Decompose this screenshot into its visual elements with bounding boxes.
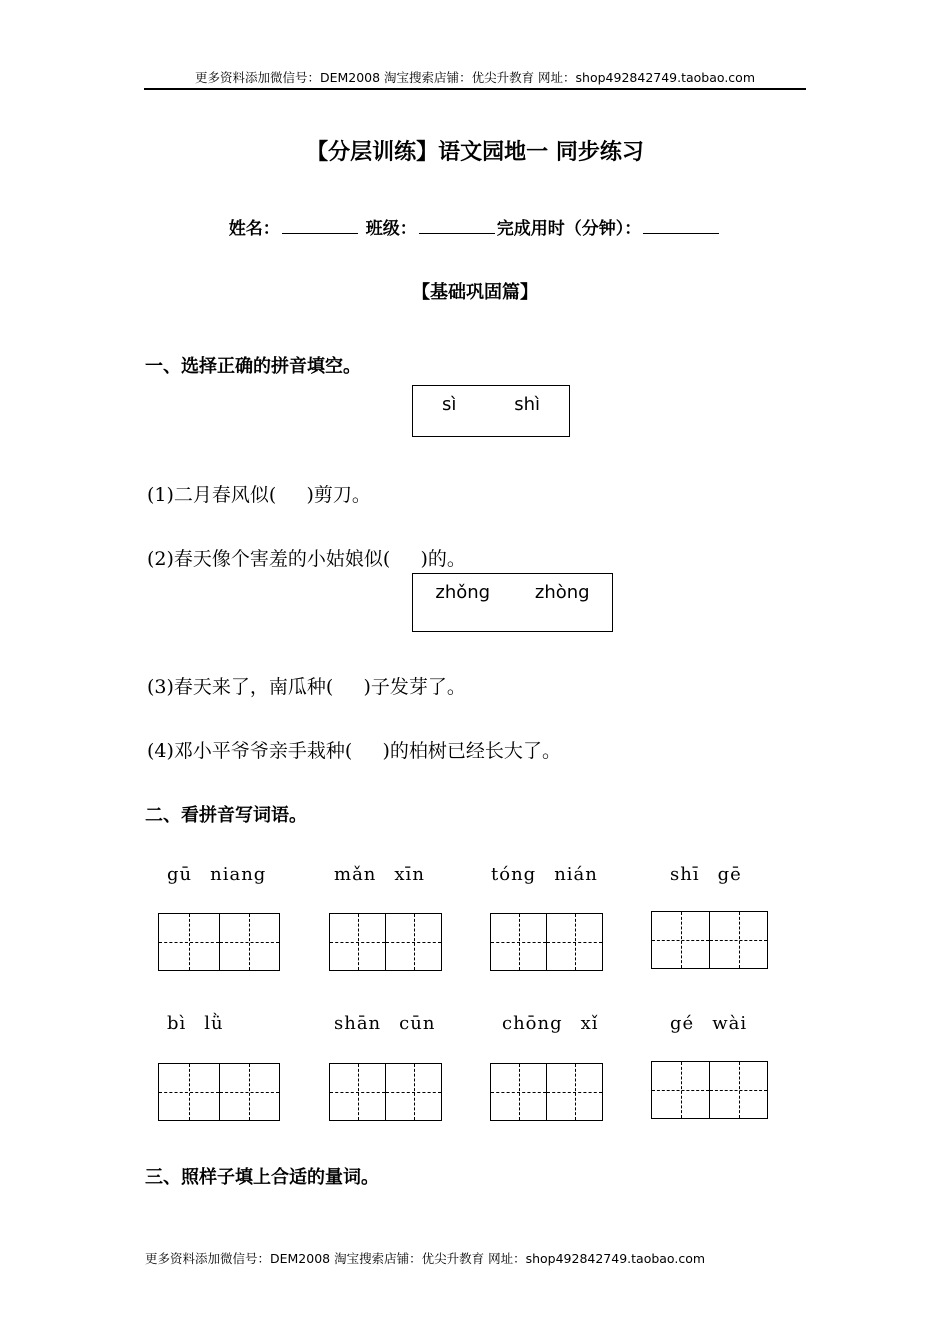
- pinyin-prompt: gū niang: [167, 864, 267, 885]
- page-header: 更多资料添加微信号：DEM2008 淘宝搜索店铺：优尖升教育 网址：shop492842749.taobao.com: [194, 70, 756, 85]
- pinyin-option: zhòng: [534, 582, 590, 603]
- pinyin-option: shì: [514, 394, 541, 415]
- grid-cell[interactable]: [159, 914, 219, 970]
- writing-grid[interactable]: [329, 913, 442, 971]
- question-3: (3)春天来了，南瓜种( )子发芽了。: [147, 676, 466, 698]
- pinyin-prompt: shān cūn: [334, 1013, 436, 1034]
- header-rule: [144, 88, 806, 90]
- question-2: (2)春天像个害羞的小姑娘似( )的。: [147, 548, 466, 570]
- class-blank[interactable]: [419, 216, 495, 234]
- grid-cell[interactable]: [159, 1064, 219, 1120]
- grid-cell[interactable]: [709, 912, 767, 968]
- grid-cell[interactable]: [652, 912, 709, 968]
- grid-cell[interactable]: [491, 914, 546, 970]
- grid-cell[interactable]: [385, 1064, 441, 1120]
- section-subtitle: 【基础巩固篇】: [412, 282, 538, 303]
- grid-cell[interactable]: [330, 914, 385, 970]
- grid-cell[interactable]: [652, 1062, 709, 1118]
- pinyin-prompt: shī gē: [670, 864, 742, 885]
- grid-cell[interactable]: [219, 914, 280, 970]
- writing-grid[interactable]: [490, 913, 603, 971]
- page-title: 【分层训练】语文园地一 同步练习: [306, 140, 644, 165]
- grid-cell[interactable]: [219, 1064, 280, 1120]
- pinyin-prompt: bì lǜ: [167, 1013, 224, 1034]
- writing-grid[interactable]: [651, 911, 768, 969]
- student-info-line: [0, 214, 950, 239]
- time-blank[interactable]: [643, 216, 719, 234]
- question-1: (1)二月春风似( )剪刀。: [147, 484, 371, 506]
- grid-cell[interactable]: [385, 914, 441, 970]
- grid-cell[interactable]: [491, 1064, 546, 1120]
- pinyin-prompt: mǎn xīn: [334, 864, 425, 885]
- grid-cell[interactable]: [546, 914, 602, 970]
- name-label: 姓名：: [228, 219, 280, 239]
- writing-grid[interactable]: [158, 913, 280, 971]
- pinyin-prompt: gé wài: [670, 1013, 748, 1034]
- name-blank[interactable]: [282, 216, 358, 234]
- page-footer: 更多资料添加微信号：DEM2008 淘宝搜索店铺：优尖升教育 网址：shop492842749.taobao.com: [145, 1251, 706, 1266]
- grid-cell[interactable]: [330, 1064, 385, 1120]
- writing-grid[interactable]: [490, 1063, 603, 1121]
- section1-heading: 一、选择正确的拼音填空。: [145, 356, 361, 377]
- time-label: 完成用时（分钟）：: [496, 219, 642, 239]
- writing-grid[interactable]: [651, 1061, 768, 1119]
- pinyin-prompt: chōng xǐ: [502, 1013, 599, 1034]
- pinyin-choice-box-2: [412, 573, 613, 632]
- question-4: (4)邓小平爷爷亲手栽种( )的柏树已经长大了。: [147, 740, 561, 762]
- class-label: 班级：: [365, 219, 417, 239]
- pinyin-choice-box-1: [412, 385, 570, 437]
- pinyin-option: sì: [441, 394, 457, 415]
- grid-cell[interactable]: [709, 1062, 767, 1118]
- grid-cell[interactable]: [546, 1064, 602, 1120]
- section3-heading: 三、照样子填上合适的量词。: [145, 1167, 379, 1188]
- section2-heading: 二、看拼音写词语。: [145, 805, 307, 826]
- pinyin-prompt: tóng nián: [491, 864, 598, 885]
- pinyin-option: zhǒng: [435, 582, 491, 603]
- writing-grid[interactable]: [329, 1063, 442, 1121]
- writing-grid[interactable]: [158, 1063, 280, 1121]
